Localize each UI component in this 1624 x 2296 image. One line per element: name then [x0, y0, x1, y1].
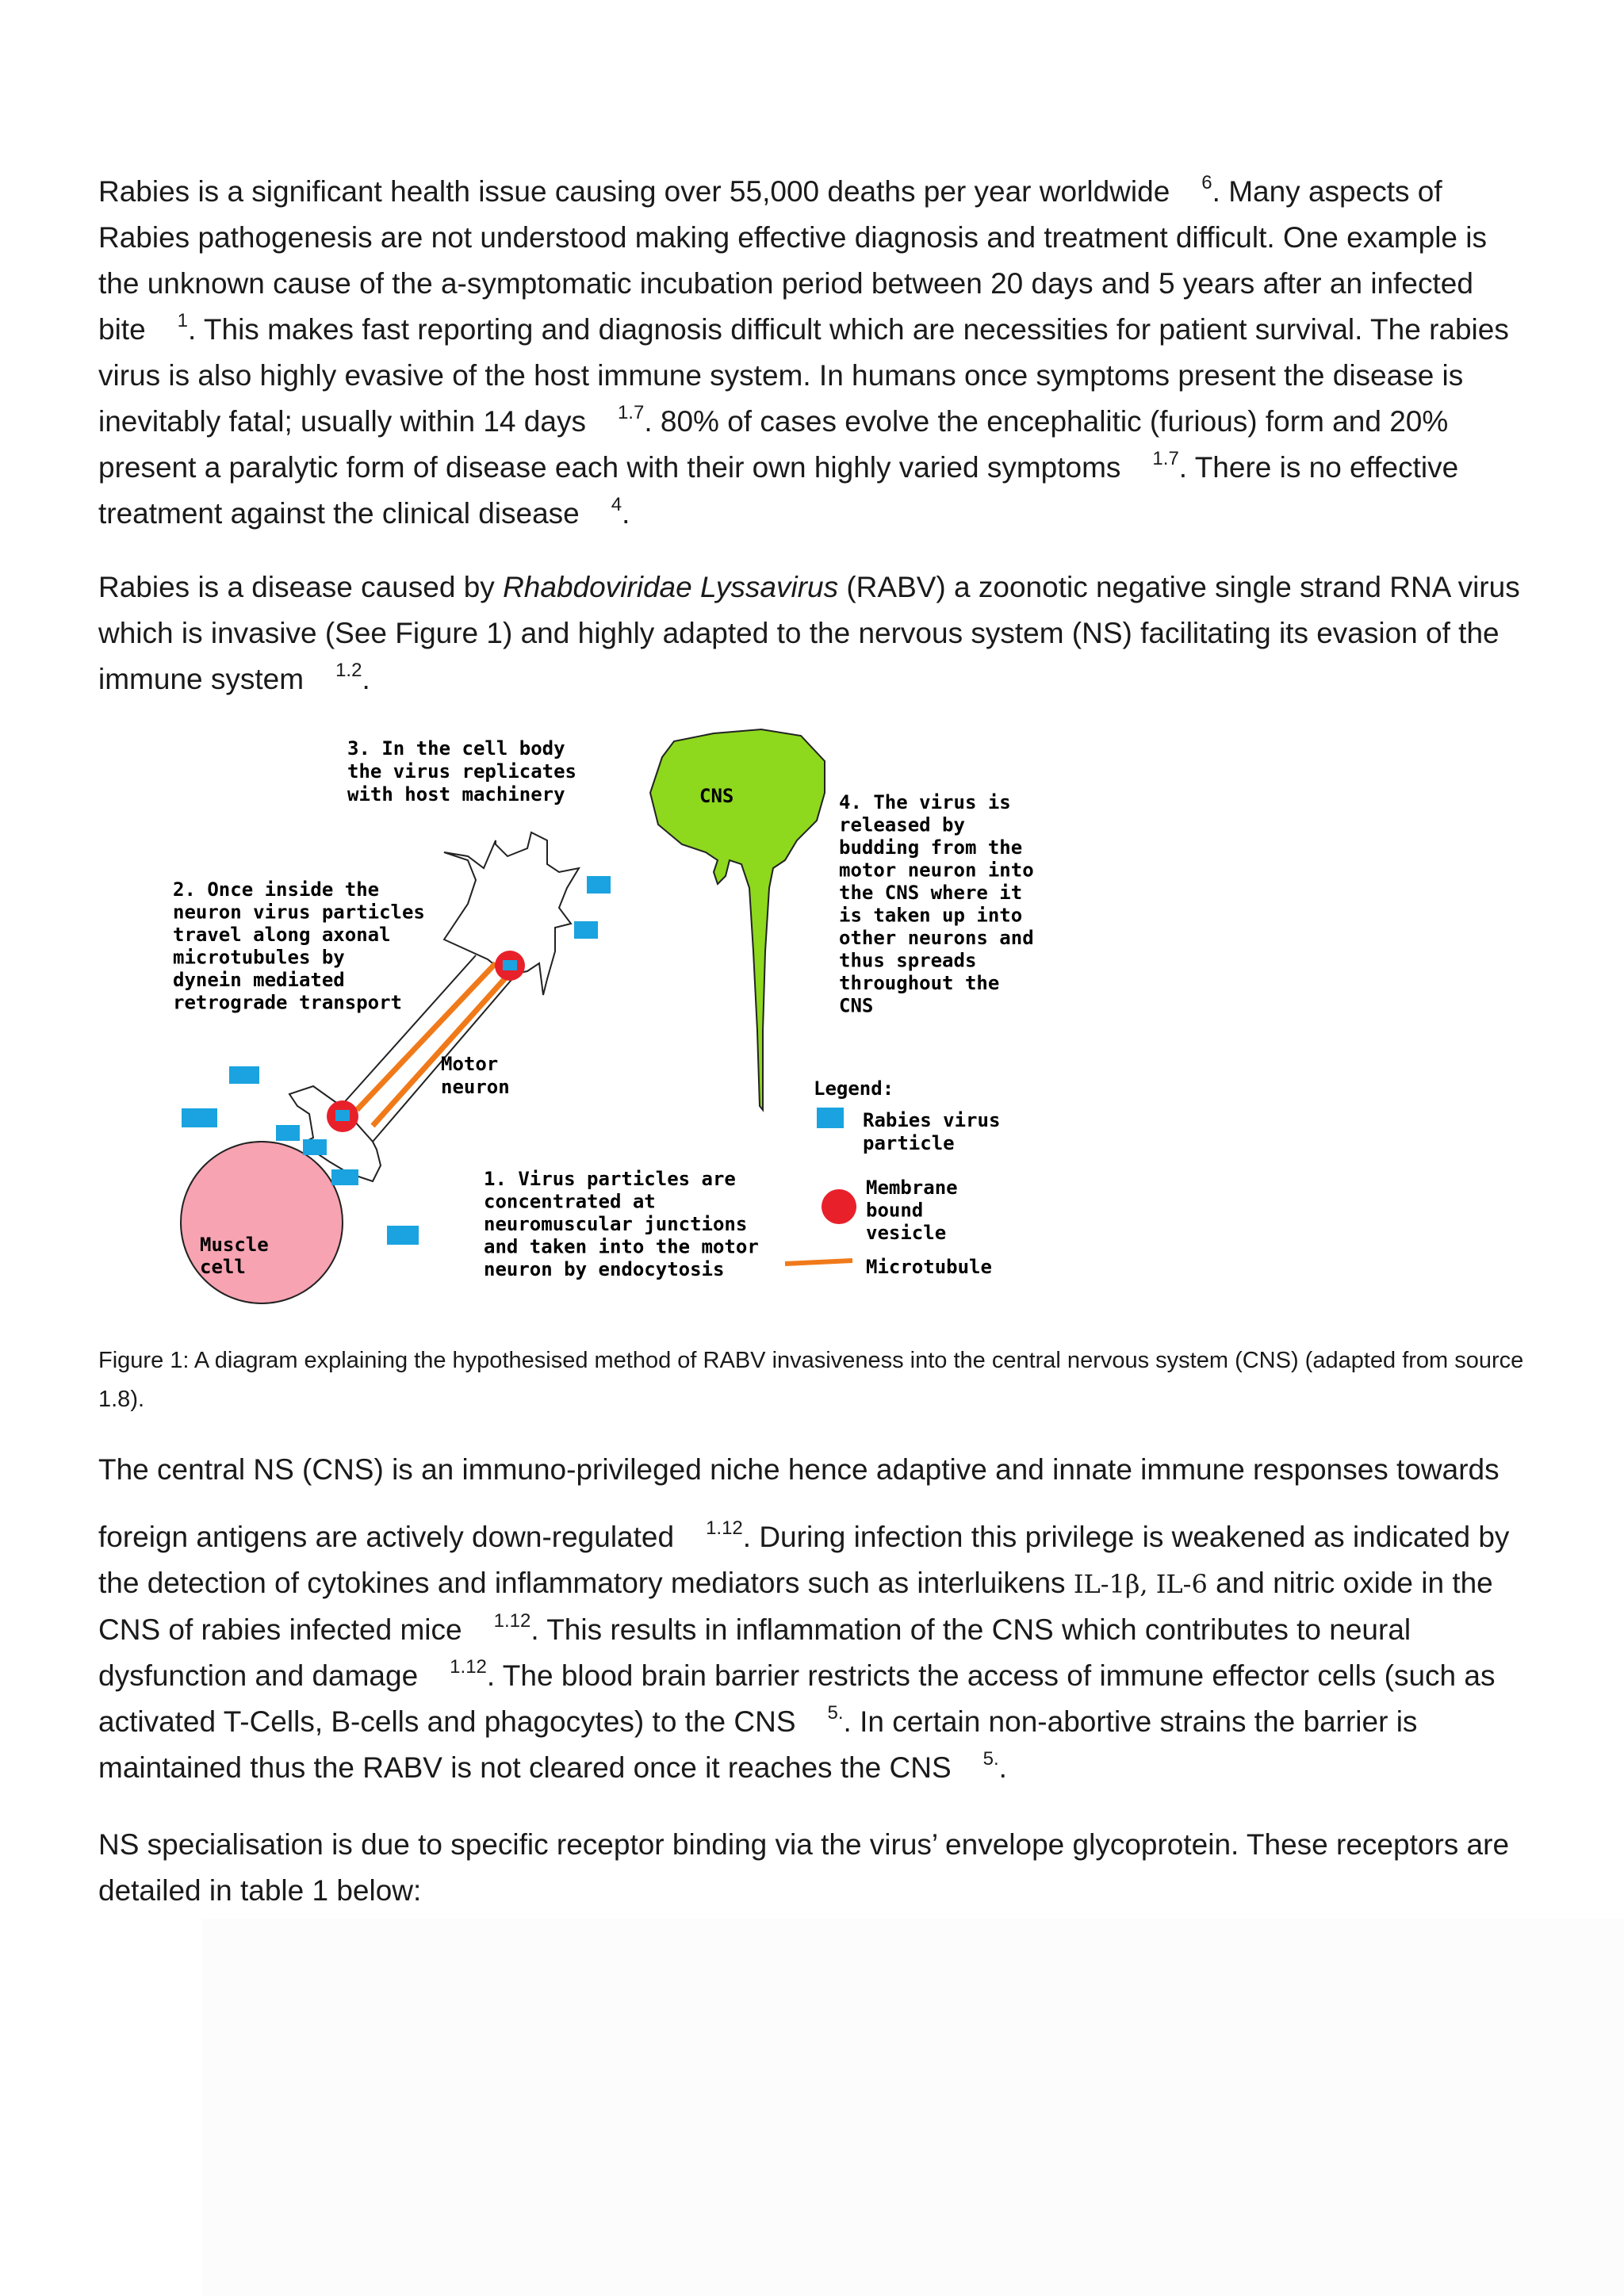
paragraph-cns: foreign antigens are actively down-regulated $^{1.12}$. During infection this privilege is weakened as indicated by the detection of cytokines and inflammatory mediators such as interluikens IL-1β, IL-6 and nitric oxide in the CNS of rabies infected mice $^{1.12}$. This results in inflammation of the CNS which contributes to neural dysfunction and damage $^{1.12}$. The blood brain barrier restricts the access of immune effector cells (such as activated T-Cells, B-cells and phagocytes) to the CNS $^{5.}$. In certain non-abortive strains the barrier is maintained thus the RABV is not cleared once it reaches the CNS $^{5.}$.	[98, 1517, 1510, 1784]
muscle-label: Muscle cell	[200, 1234, 269, 1278]
virus-particle	[276, 1125, 300, 1141]
motor-neuron-label: Motor neuron	[441, 1053, 510, 1098]
vesicle-virus	[503, 960, 517, 970]
virus-particle	[574, 921, 598, 939]
citation: 1.12	[450, 1656, 487, 1678]
virus-particle	[587, 876, 611, 894]
legend-microtubule-label: Microtubule	[866, 1256, 992, 1278]
virus-particle	[182, 1108, 217, 1127]
legend-vesicle-swatch	[822, 1189, 856, 1224]
muscle-cell	[181, 1142, 343, 1303]
citation: 1.2	[335, 660, 362, 681]
legend-vesicle-label: Membrane bound vesicle	[866, 1177, 958, 1244]
vesicle-virus	[335, 1110, 350, 1121]
step-4-label: 4. The virus is released by budding from the motor neuron into the CNS where it is taken up into other neurons and thus spreads throughout the CNS	[839, 791, 1034, 1017]
citation: 1.12	[706, 1517, 743, 1539]
paragraph-receptors: NS specialisation is due to specific receptor binding via the virus’ envelope glycoprotein. These receptors are detailed in table 1 below:	[98, 1828, 1510, 1907]
citation: 6	[1201, 172, 1212, 193]
legend-virus-label: Rabies virus particle	[863, 1109, 1001, 1154]
citation: 5.	[982, 1748, 999, 1770]
step-2-label: 2. Once inside the neuron virus particles travel along axonal microtubules by dynein mediated retrograde transport	[173, 878, 425, 1014]
cns-label: CNS	[699, 785, 734, 807]
paragraph-cns-line1: The central NS (CNS) is an immuno-privileged niche hence adaptive and innate immune responses towards	[98, 1453, 1500, 1486]
citation: 1.7	[1152, 448, 1179, 469]
citation: 1	[177, 310, 189, 331]
virus-particle	[331, 1169, 358, 1185]
page-shade	[202, 1919, 1624, 2296]
legend-title: Legend:	[814, 1077, 894, 1100]
paragraph-intro: Rabies is a significant health issue causing over 55,000 deaths per year worldwide $^6$. Many aspects of Rabies pathogenesis are not understood making effective diagnosis and treatment difficult. One example is the unknown cause of the a-symptomatic incubation period between 20 days and 5 years after an infected bite $^1$. This makes fast reporting and diagnosis difficult which are necessities for patient survival. The rabies virus is also highly evasive of the host immune system. In humans once symptoms present the disease is inevitably fatal; usually within 14 days $^{1.7}$. 80% of cases evolve the encephalitic (furious) form and 20% present a paralytic form of disease each with their own highly varied symptoms $^{1.7}$. There is no effective treatment against the clinical disease $^4$.	[98, 172, 1509, 530]
figure-caption: Figure 1: A diagram explaining the hypothesised method of RABV invasiveness into the central nervous system (CNS) (adapted from source 1.8).	[98, 1348, 1524, 1412]
step-3-label: 3. In the cell body the virus replicates with host machinery	[347, 737, 576, 806]
virus-particle	[387, 1226, 419, 1245]
legend-virus-swatch	[817, 1108, 844, 1128]
citation: 4	[611, 494, 622, 515]
step-1-label: 1. Virus particles are concentrated at neuromuscular junctions and taken into the motor neuron by endocytosis	[484, 1168, 759, 1280]
citation: 1.12	[493, 1610, 531, 1632]
species-name: Rhabdoviridae Lyssavirus	[503, 571, 839, 603]
paragraph-cause: Rabies is a disease caused by Rhabdoviridae Lyssavirus (RABV) a zoonotic negative single strand RNA virus which is invasive (See Figure 1) and highly adapted to the nervous system (NS) facilitating its evasion of the immune system $^{1.2}$.	[98, 571, 1520, 695]
virus-particle	[229, 1066, 259, 1084]
citation: 1.7	[617, 402, 645, 423]
legend-microtubule-swatch	[785, 1261, 852, 1264]
citation: 5.	[827, 1702, 844, 1724]
virus-particle	[303, 1139, 327, 1155]
interleukin-names: IL-1β, IL-6	[1073, 1569, 1208, 1599]
cns-shape	[650, 729, 825, 1110]
